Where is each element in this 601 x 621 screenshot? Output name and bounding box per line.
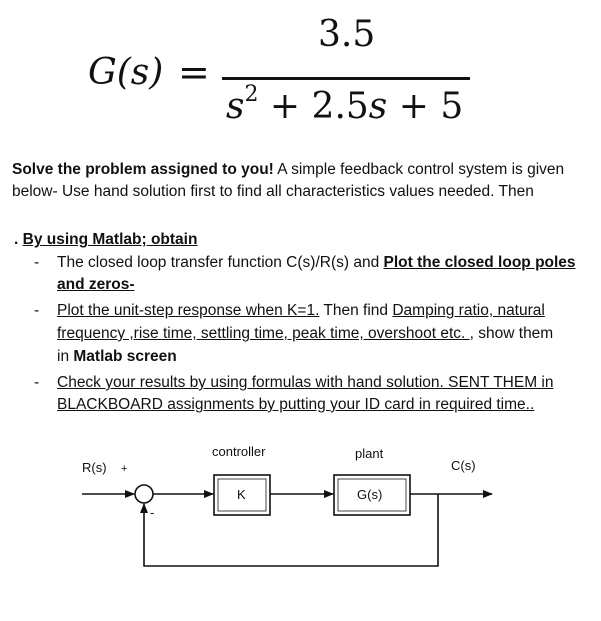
heading-text: By using Matlab; obtain <box>22 231 198 248</box>
item2-frequency: frequency ,rise time, settling time, peak time, overshoot etc. <box>57 325 470 342</box>
item2-line2 <box>57 323 553 345</box>
item3-line1: Check your results by using formulas with hand solution. SENT THEM in <box>57 374 554 391</box>
intro-line-1 <box>12 159 564 181</box>
den-s2: s <box>368 86 388 127</box>
fraction-bar <box>222 77 470 80</box>
item2-plot: Plot the unit-step response when K=1. <box>57 302 320 319</box>
equation-denominator <box>226 82 464 127</box>
transfer-function-equation <box>0 0 601 140</box>
item1-text: The closed loop transfer function C(s)/R(s) and <box>57 254 384 271</box>
item1-line2: and zeros- <box>57 276 135 293</box>
equals-sign: = <box>178 50 210 94</box>
equation-lhs: G(s) <box>88 52 164 93</box>
item2-line1 <box>57 300 545 322</box>
item1-emphasis: Plot the closed loop poles <box>383 254 576 271</box>
bullet-dash: - <box>34 254 40 271</box>
output-label: C(s) <box>451 458 476 473</box>
item3-line2: BLACKBOARD assignments by putting your ID card in required time.. <box>57 396 535 413</box>
equation-numerator: 3.5 <box>318 14 376 55</box>
plant-title: plant <box>355 446 384 461</box>
intro-bold: Solve the problem assigned to you! <box>12 161 274 178</box>
controller-gain: K <box>237 487 246 502</box>
bullet-dash: - <box>34 302 40 319</box>
bullet-dash: - <box>34 374 40 391</box>
summing-junction <box>135 485 153 503</box>
heading-prefix: . <box>14 231 23 248</box>
input-label: R(s) <box>82 460 107 475</box>
item2-damping: Damping ratio, natural <box>392 302 545 319</box>
den-rest: + 2.5 <box>258 86 369 127</box>
plant-transfer: G(s) <box>357 487 383 502</box>
intro-line1-rest: A simple feedback control system is given <box>273 161 565 178</box>
item2-show: , show them <box>469 325 554 342</box>
diagram-svg <box>0 430 601 621</box>
den-tail: + 5 <box>387 86 464 127</box>
item2-line3 <box>57 346 177 368</box>
item2-then: Then find <box>319 302 393 319</box>
den-s: s <box>226 86 245 127</box>
minus-sign: - <box>150 505 155 520</box>
feedback-block-diagram <box>0 430 601 621</box>
item2-in: in <box>57 348 74 365</box>
item2-matlab: Matlab screen <box>73 348 177 365</box>
item1-line1 <box>57 252 576 274</box>
plus-sign: + <box>121 463 128 475</box>
intro-line-2: below- Use hand solution first to find all characteristics values needed. Then <box>12 183 534 200</box>
list-heading <box>14 231 197 249</box>
controller-title: controller <box>212 444 266 459</box>
den-exponent: 2 <box>244 82 259 107</box>
